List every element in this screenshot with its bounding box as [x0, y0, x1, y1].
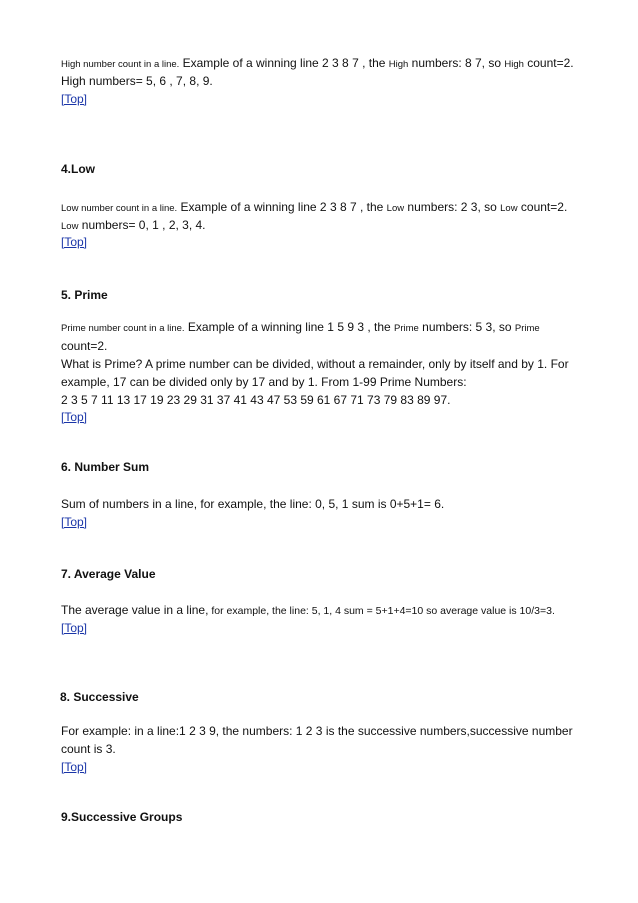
section-heading-successive-groups: 9.Successive Groups [61, 810, 183, 824]
low-numbers: numbers: 2 3, so [404, 200, 501, 214]
prime-example: Example of a winning line 1 5 9 3 , the [184, 320, 395, 334]
top-link[interactable]: [Top] [61, 621, 88, 635]
low-numbers-list [61, 218, 206, 234]
high-count: count=2. [523, 56, 574, 70]
prime-intro: Prime number count in a line. [61, 323, 185, 334]
prime-numbers: numbers: 5 3, so [418, 320, 515, 334]
high-word: High [504, 59, 524, 70]
section-heading-sum: 6. Number Sum [61, 460, 150, 474]
top-link[interactable]: [Top] [61, 760, 88, 774]
high-example: Example of a winning line 2 3 8 7 , the [179, 56, 389, 70]
prime-definition-line-1: What is Prime? A prime number can be divided, without a remainder, only by itself and by 1. For [61, 357, 569, 371]
top-link[interactable]: [Top] [61, 515, 88, 529]
top-link[interactable]: [Top] [61, 235, 88, 249]
prime-word: Prime [394, 323, 419, 334]
prime-number-list: 2 3 5 7 11 13 17 19 23 29 31 37 41 43 47 53 59 61 67 71 73 79 83 89 97. [61, 393, 451, 407]
low-word: Low [61, 221, 79, 232]
average-description [61, 603, 555, 619]
high-word: High [388, 59, 409, 70]
high-intro: High number count in a line. [61, 59, 180, 70]
low-example: Example of a winning line 2 3 8 7 , the [177, 200, 387, 214]
average-example: for example, the line: 5, 1, 4 sum = 5+1+4=10 so average value is 10/3=3. [208, 605, 555, 617]
section-heading-successive: 8. Successive [60, 690, 139, 704]
prime-description [61, 320, 540, 336]
high-numbers: numbers: 8 7, so [408, 56, 505, 70]
low-word: Low [386, 203, 405, 214]
low-intro: Low number count in a line. [61, 203, 178, 214]
sum-description: Sum of numbers in a line, for example, the line: 0, 5, 1 sum is 0+5+1= 6. [61, 497, 445, 511]
top-link[interactable]: [Top] [61, 410, 88, 424]
section-heading-average: 7. Average Value [61, 567, 156, 581]
low-count: count=2. [517, 200, 568, 214]
top-link[interactable]: [Top] [61, 92, 88, 106]
low-word: Low [500, 203, 518, 214]
prime-word: Prime [514, 323, 540, 334]
high-numbers-list: High numbers= 5, 6 , 7, 8, 9. [61, 74, 213, 88]
low-description [61, 200, 567, 216]
high-description [61, 56, 574, 72]
average-intro: The average value in a line, [61, 603, 209, 617]
section-heading-prime: 5. Prime [61, 288, 108, 302]
prime-count: count=2. [61, 339, 108, 353]
successive-description-line-1: For example: in a line:1 2 3 9, the numbers: 1 2 3 is the successive numbers,successive number [61, 724, 573, 738]
prime-definition-line-2: example, 17 can be divided only by 17 and by 1. From 1-99 Prime Numbers: [61, 375, 467, 389]
successive-description-line-2: count is 3. [61, 742, 116, 756]
low-numbers-values: numbers= 0, 1 , 2, 3, 4. [78, 218, 206, 232]
section-heading-low: 4.Low [61, 162, 96, 176]
